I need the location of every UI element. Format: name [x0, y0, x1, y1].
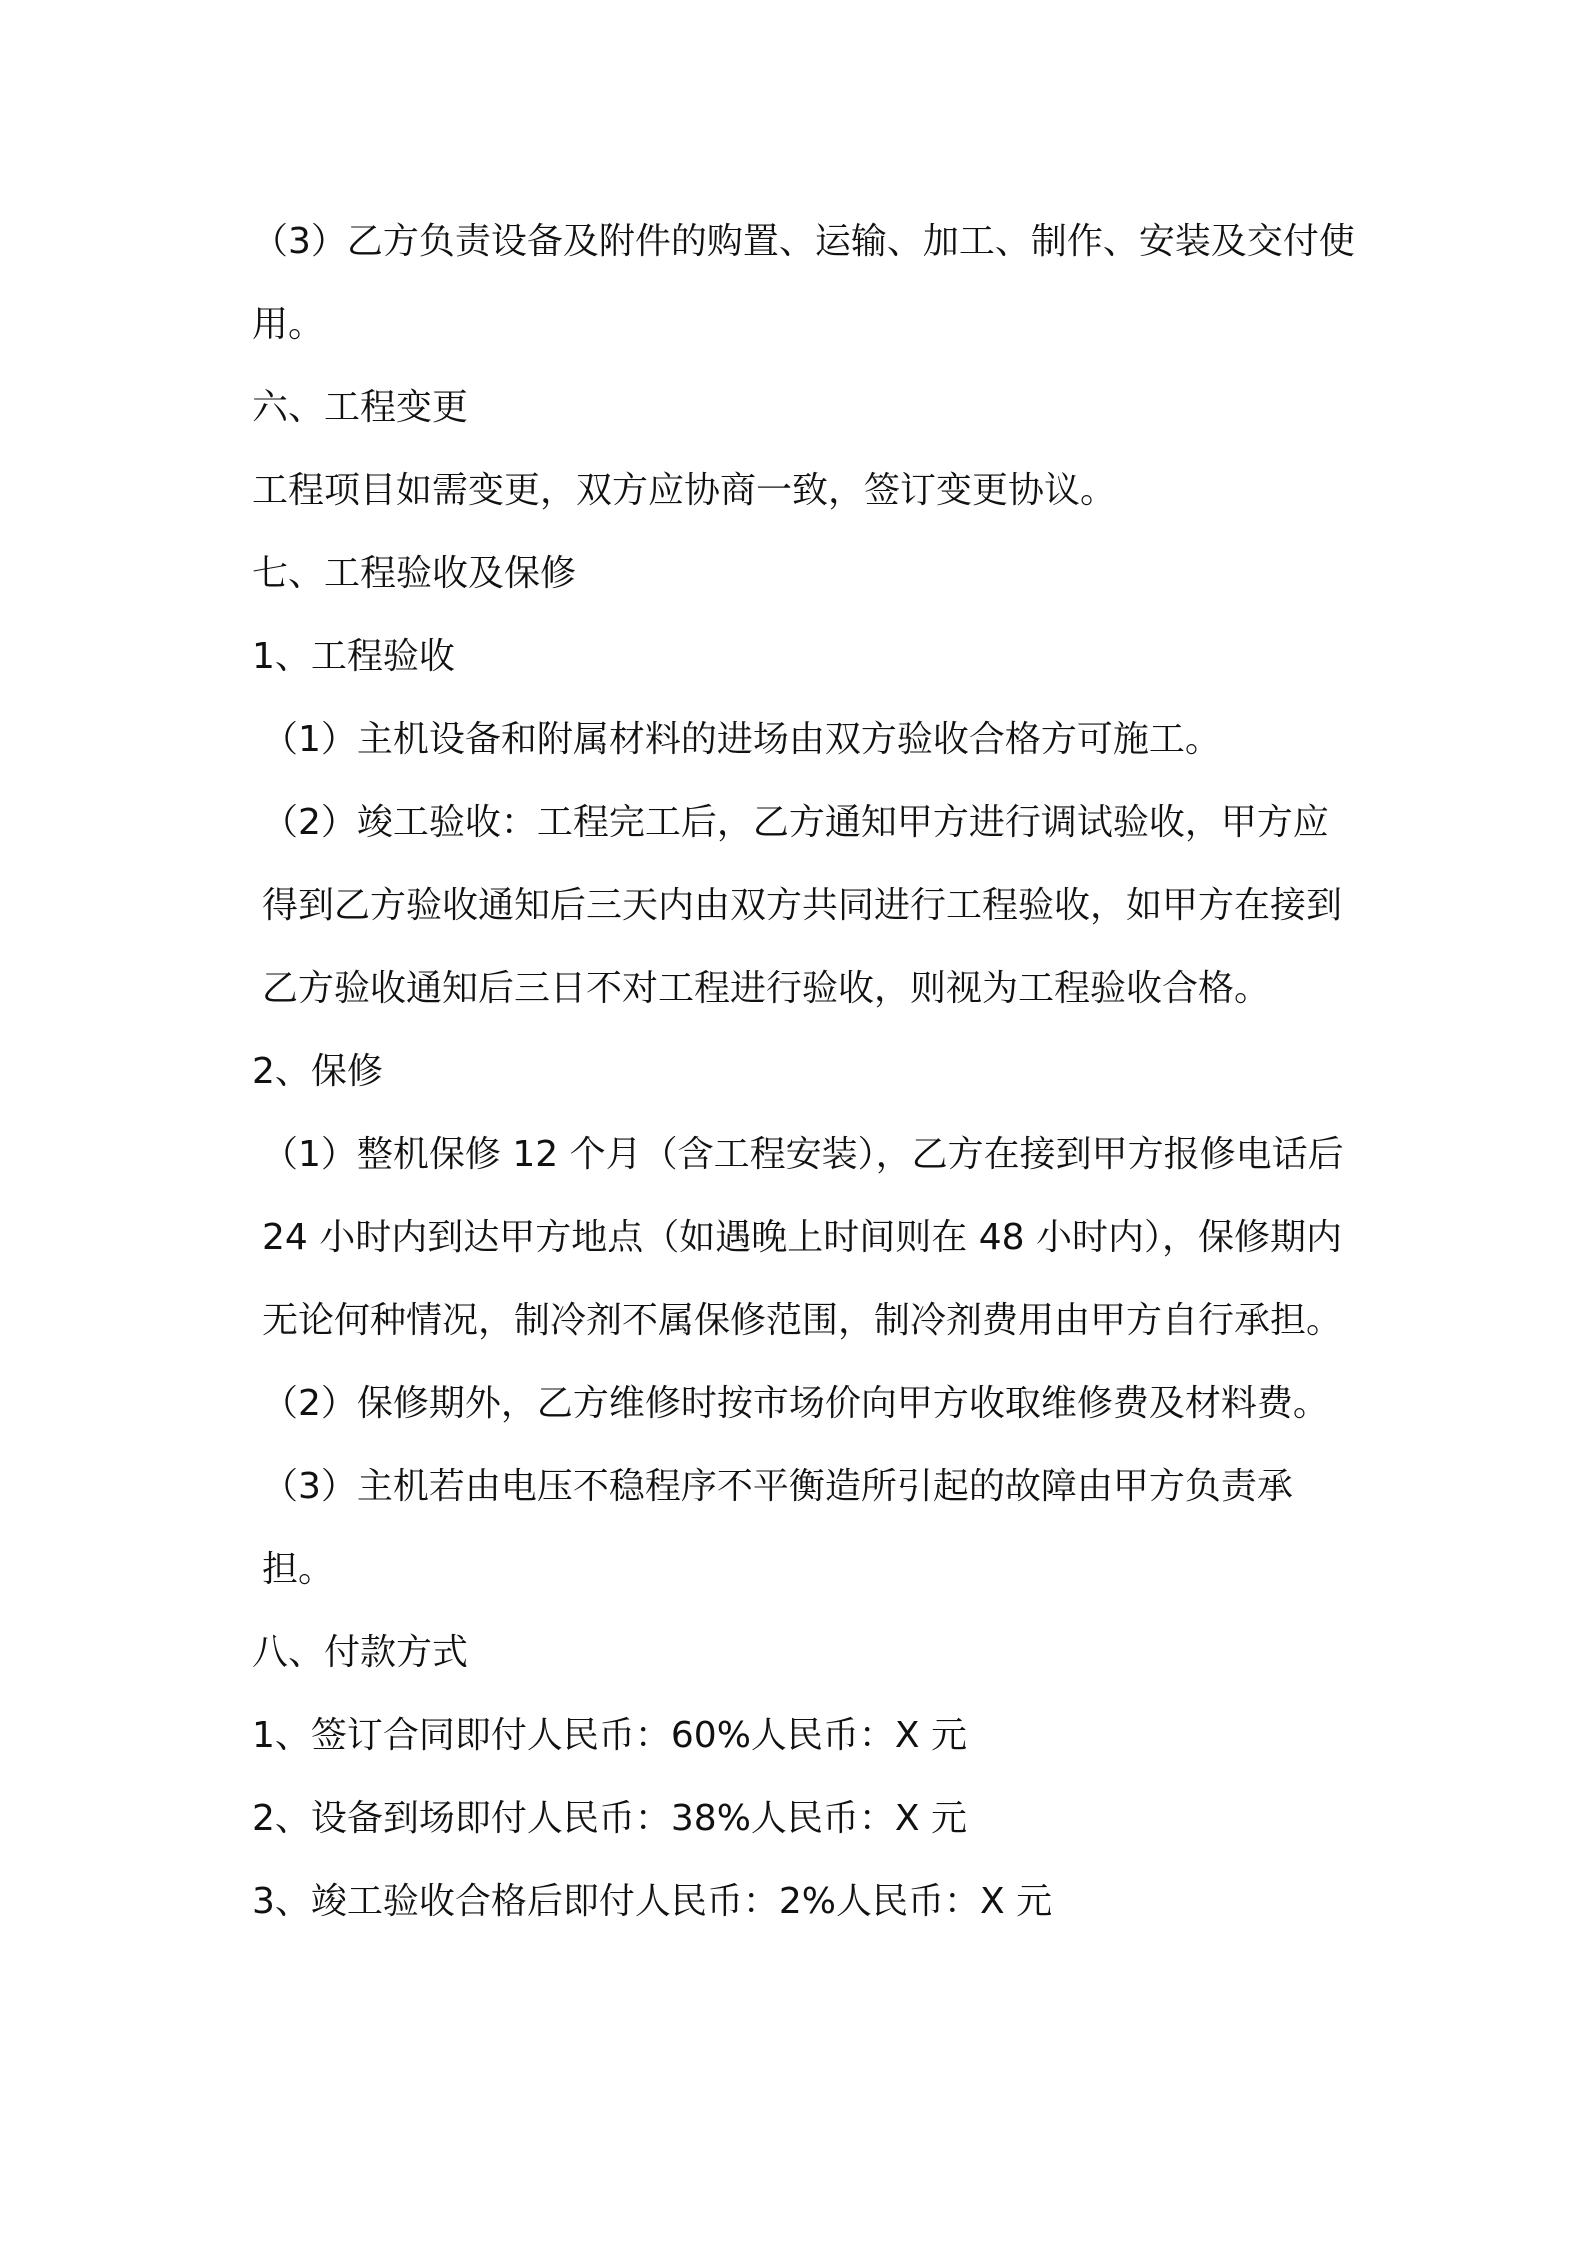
subheading-warranty: 2、保修 — [252, 1051, 383, 1092]
section-heading-acceptance-warranty: 七、工程验收及保修 — [252, 553, 577, 594]
paragraph-completion-acceptance: （2）竣工验收：工程完工后，乙方通知甲方进行调试验收，甲方应得到乙方验收通知后三天内由双方共同进行工程验收，如甲方在接到乙方验收通知后三日不对工程进行验收，则视为工程验收合格。 — [262, 802, 1343, 1009]
payment-item-3: 3、竣工验收合格后即付人民币：2%人民币：X 元 — [252, 1881, 1053, 1922]
section-heading-engineering-change: 六、工程变更 — [252, 387, 469, 428]
document-body — [240, 200, 1360, 1943]
section-heading-payment: 八、付款方式 — [252, 1632, 469, 1673]
paragraph-acceptance-materials: （1）主机设备和附属材料的进场由双方验收合格方可施工。 — [262, 719, 1221, 760]
paragraph-change-agreement: 工程项目如需变更，双方应协商一致，签订变更协议。 — [252, 470, 1117, 511]
payment-item-1: 1、签订合同即付人民币：60%人民币：X 元 — [252, 1715, 968, 1756]
subheading-acceptance: 1、工程验收 — [252, 636, 455, 677]
paragraph-equipment-delivery: （3）乙方负责设备及附件的购置、运输、加工、制作、安装及交付使用。 — [252, 221, 1355, 345]
paragraph-voltage-fault: （3）主机若由电压不稳程序不平衡造所引起的故障由甲方负责承担。 — [262, 1466, 1293, 1590]
paragraph-out-of-warranty: （2）保修期外，乙方维修时按市场价向甲方收取维修费及材料费。 — [262, 1383, 1329, 1424]
payment-item-2: 2、设备到场即付人民币：38%人民币：X 元 — [252, 1798, 968, 1839]
paragraph-warranty-period: （1）整机保修 12 个月（含工程安装），乙方在接到甲方报修电话后 24 小时内到达甲方地点（如遇晚上时间则在 48 小时内），保修期内无论何种情况，制冷剂不属保修范围，制冷剂费用由甲方自行承担。 — [262, 1134, 1344, 1341]
